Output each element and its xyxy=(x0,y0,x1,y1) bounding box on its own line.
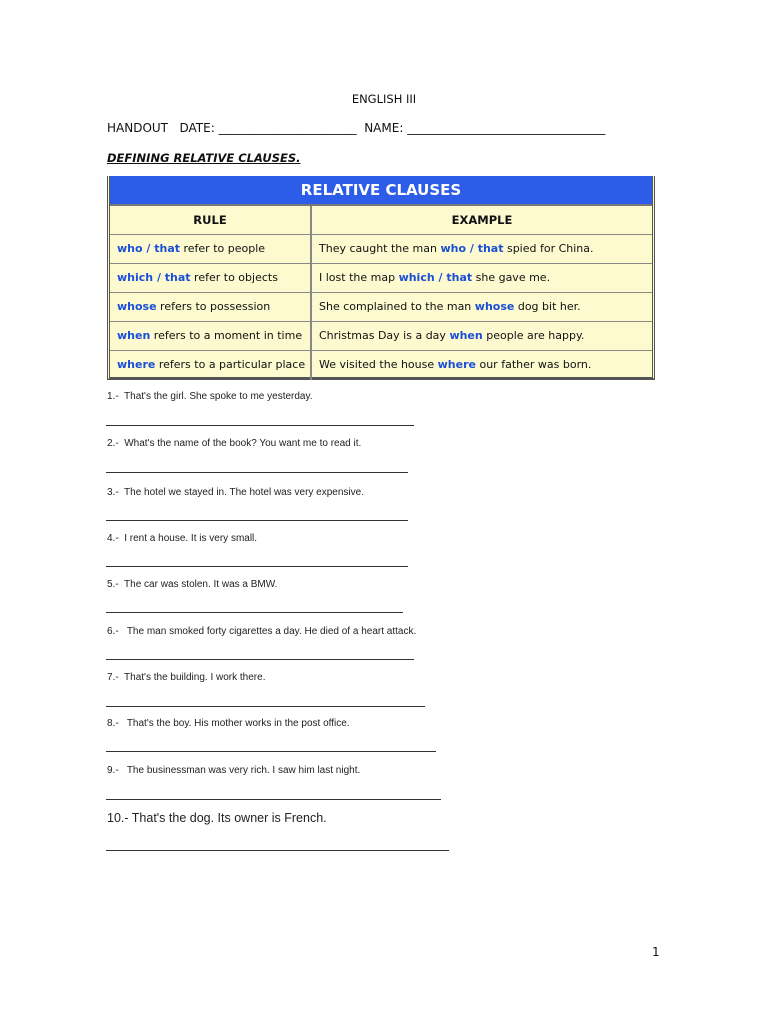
exercise-question: 3.- The hotel we stayed in. The hotel was very expensive. xyxy=(107,487,364,498)
exercise-question: 7.- That's the building. I work there. xyxy=(107,672,266,683)
handout-header xyxy=(107,121,605,135)
table-row xyxy=(110,322,652,351)
rule-column-header: RULE xyxy=(110,206,312,234)
example-text: Christmas Day is a day xyxy=(319,329,450,342)
exercise-question: 5.- The car was stolen. It was a BMW. xyxy=(107,579,278,590)
example-text: She complained to the man xyxy=(319,300,475,313)
page-number: 1 xyxy=(652,945,660,959)
example-cell xyxy=(312,264,652,292)
date-label: DATE: xyxy=(179,121,215,135)
table-row xyxy=(110,235,652,264)
rule-keyword: when xyxy=(117,329,151,342)
example-text: she gave me. xyxy=(472,271,551,284)
date-blank: _______________________ xyxy=(218,121,357,135)
example-text: spied for China. xyxy=(503,242,594,255)
answer-line[interactable] xyxy=(106,659,414,660)
rule-cell xyxy=(110,293,312,321)
name-label: NAME: xyxy=(364,121,404,135)
name-blank: _________________________________ xyxy=(407,121,606,135)
example-text: We visited the house xyxy=(319,358,438,371)
rule-keyword: where xyxy=(117,358,156,371)
example-keyword: which / that xyxy=(398,271,473,284)
answer-line[interactable] xyxy=(106,706,425,707)
exercise-question: 8.- That's the boy. His mother works in the post office. xyxy=(107,718,350,729)
rule-text: refers to possession xyxy=(156,300,271,313)
rule-keyword: whose xyxy=(117,300,157,313)
handout-label: HANDOUT xyxy=(107,121,169,135)
rule-keyword: who / that xyxy=(117,242,180,255)
example-text: I lost the map xyxy=(319,271,399,284)
example-text: our father was born. xyxy=(475,358,592,371)
table-title: RELATIVE CLAUSES xyxy=(110,176,652,206)
example-keyword: whose xyxy=(474,300,515,313)
answer-line[interactable] xyxy=(106,472,408,473)
exercise-question: 4.- I rent a house. It is very small. xyxy=(107,533,258,544)
answer-line[interactable] xyxy=(106,850,449,851)
answer-line[interactable] xyxy=(106,566,408,567)
rule-cell xyxy=(110,264,312,292)
course-title: ENGLISH III xyxy=(351,92,417,106)
section-subtitle: DEFINING RELATIVE CLAUSES. xyxy=(107,151,301,165)
example-keyword: who / that xyxy=(440,242,504,255)
rule-cell xyxy=(110,351,312,380)
example-text: dog bit her. xyxy=(514,300,581,313)
rule-cell xyxy=(110,235,312,263)
table-row xyxy=(110,264,652,293)
table-header-row xyxy=(110,206,652,235)
example-column-header: EXAMPLE xyxy=(451,213,513,227)
rule-text: refer to objects xyxy=(190,271,278,284)
example-cell xyxy=(312,351,652,380)
relative-clauses-table xyxy=(107,176,655,380)
answer-line[interactable] xyxy=(106,799,441,800)
example-cell xyxy=(312,293,652,321)
answer-line[interactable] xyxy=(106,520,408,521)
example-keyword: when xyxy=(449,329,483,342)
exercise-question: 10.- That's the dog. Its owner is French. xyxy=(107,811,327,825)
example-cell xyxy=(312,235,652,263)
exercise-question: 9.- The businessman was very rich. I saw him last night. xyxy=(107,765,361,776)
exercise-question: 2.- What's the name of the book? You want me to read it. xyxy=(107,438,362,449)
table-row xyxy=(110,351,652,380)
rule-text: refers to a particular place xyxy=(155,358,306,371)
table-row xyxy=(110,293,652,322)
rule-text: refer to people xyxy=(180,242,266,255)
exercise-question: 6.- The man smoked forty cigarettes a day. He died of a heart attack. xyxy=(107,626,417,637)
example-keyword: where xyxy=(437,358,476,371)
answer-line[interactable] xyxy=(106,751,436,752)
example-text: They caught the man xyxy=(319,242,441,255)
example-cell xyxy=(312,322,652,350)
rule-keyword: which / that xyxy=(117,271,191,284)
example-text: people are happy. xyxy=(482,329,585,342)
answer-line[interactable] xyxy=(106,612,403,613)
rule-text: refers to a moment in time xyxy=(150,329,303,342)
rule-cell xyxy=(110,322,312,350)
exercise-question: 1.- That's the girl. She spoke to me yesterday. xyxy=(107,391,313,402)
answer-line[interactable] xyxy=(106,425,414,426)
